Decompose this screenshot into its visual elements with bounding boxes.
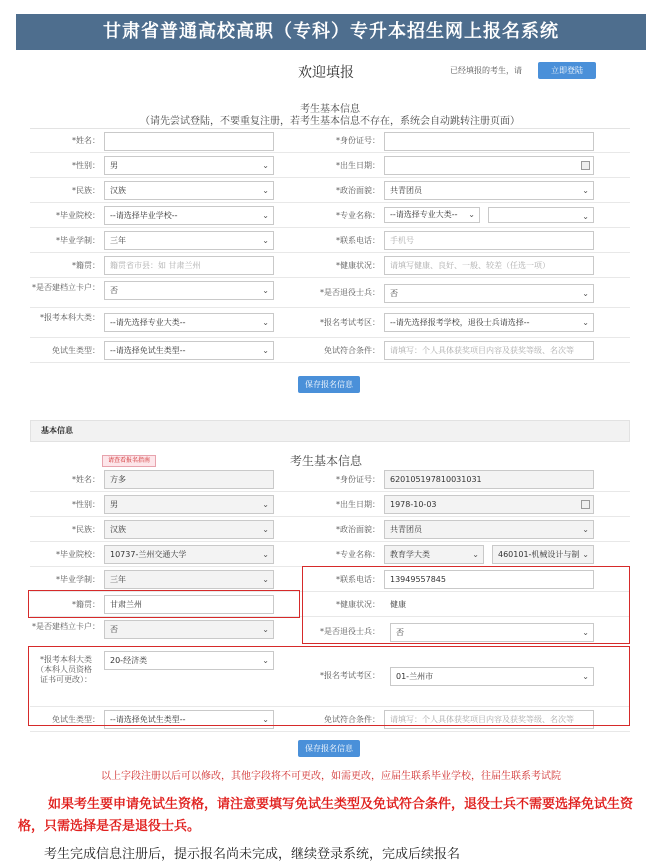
hometown-input[interactable]: 籍贯省市县：如 甘肃兰州 [104,256,274,275]
field-label: *籍贯： [72,261,100,270]
id-number-input[interactable] [384,132,594,151]
edit-rule-note: 以上字段注册以后可以修改，其他字段将不可更改，如需更改，应届生联系毕业学校，往届生联系考试院 [101,771,561,782]
major-select[interactable] [492,545,594,564]
form-instruction: （请先尝试登陆，不要重复注册，若考生基本信息不存在，系统会自动跳转注册页面） [140,116,520,127]
highlight-box-editable-right [302,566,630,644]
major-category-value: 教育学大类 [390,550,430,559]
chevron-down-icon: ⌄ [262,286,269,295]
field-label: 免试生类型： [52,715,100,724]
field-label: *出生日期： [336,500,380,509]
veteran-value: 否 [390,289,398,298]
exam-area-select[interactable] [384,313,594,332]
school-select[interactable] [104,206,274,225]
chevron-down-icon: ⌄ [582,628,589,637]
chevron-down-icon: ⌄ [582,289,589,298]
political-status-value: 共青团员 [390,186,422,195]
field-label: *报名考试考区： [320,671,380,680]
chevron-down-icon: ⌄ [262,346,269,355]
chevron-down-icon: ⌄ [582,186,589,195]
form-row [30,278,630,308]
birth-date-input[interactable] [384,495,594,514]
field-label: *健康状况： [336,600,380,609]
bachelor-category-select[interactable] [104,313,274,332]
field-label: 免试符合条件： [324,346,380,355]
exemption-type-value: --请选择免试生类型-- [110,715,186,724]
major-category-value: --请选择专业大类-- [390,210,458,219]
exemption-conditions-input[interactable]: 请填写：个人具体获奖项目内容及获奖等级、名次等 [384,341,594,360]
major-category-select[interactable] [384,207,480,223]
field-label: *是否建档立卡户： [32,283,100,292]
chevron-down-icon: ⌄ [582,525,589,534]
phone-input[interactable]: 手机号 [384,231,594,250]
exemption-conditions-input[interactable]: 请填写：个人具体获奖项目内容及获奖等级、名次等 [384,710,594,729]
field-label: *联系电话： [336,236,380,245]
form-row [30,153,630,178]
school-value: --请选择毕业学校-- [110,211,178,220]
field-label: *健康状况： [336,261,380,270]
field-label: *出生日期： [336,161,380,170]
form1-grid [30,128,630,355]
form-row [30,129,630,153]
form-row [30,542,630,567]
field-label: 免试生类型： [52,346,100,355]
save-button[interactable]: 保存报名信息 [298,740,360,757]
registration-form [30,56,630,396]
chevron-down-icon: ⌄ [262,318,269,327]
field-label: *姓名： [72,136,100,145]
field-label: *报名考试考区： [320,318,380,327]
school-years-value: 三年 [110,575,126,584]
calendar-icon[interactable] [581,500,590,509]
poverty-household-select[interactable] [104,281,274,300]
field-label: *是否退役士兵： [320,288,380,297]
field-label: *姓名： [72,475,100,484]
field-label: *性别： [72,161,100,170]
birth-date-input[interactable] [384,156,594,175]
form-row [30,228,630,253]
political-status-select[interactable] [384,520,594,539]
field-label: 免试符合条件： [324,715,380,724]
chevron-down-icon: ⌄ [468,210,475,219]
highlight-box-exam-options [28,646,630,726]
form-row [30,308,630,338]
name-input[interactable]: 方多 [104,470,274,489]
gender-select[interactable] [104,495,274,514]
form-row [30,517,630,542]
field-label: *民族： [72,525,100,534]
field-label: *专业名称： [336,211,380,220]
major-value: 460101-机械设计与制 [498,550,580,559]
login-button[interactable]: 立即登陆 [538,62,596,79]
chevron-down-icon: ⌄ [472,550,479,559]
chevron-down-icon: ⌄ [262,625,269,634]
field-label: *毕业院校： [56,550,100,559]
school-select[interactable] [104,545,274,564]
ethnicity-value: 汉族 [110,186,126,195]
chevron-down-icon: ⌄ [262,186,269,195]
exemption-warning: 如果考生要申请免试生资格，请注意要填写免试生类型及免试符合条件，退役士兵不需要选择免试生资格，只需选择是否是退役士兵。 [18,797,634,834]
form-row [30,178,630,203]
chevron-down-icon: ⌄ [262,211,269,220]
phone-input[interactable]: 13949557845 [384,570,594,589]
political-status-value: 共青团员 [390,525,422,534]
form-row [30,203,630,228]
chevron-down-icon: ⌄ [262,550,269,559]
field-label: *毕业学制： [56,236,100,245]
field-label: *毕业院校： [56,211,100,220]
chevron-down-icon: ⌄ [262,525,269,534]
form-row [30,492,630,517]
field-label: *报考本科大类（本科人员资格证书可更改）： [36,655,92,684]
field-label: *政治面貌： [336,186,380,195]
gender-value: 男 [110,500,118,509]
field-label: *政治面貌： [336,525,380,534]
ethnicity-value: 汉族 [110,525,126,534]
chevron-down-icon: ⌄ [262,500,269,509]
chevron-down-icon: ⌄ [262,161,269,170]
calendar-icon[interactable] [581,161,590,170]
gender-value: 男 [110,161,118,170]
login-prompt: 已经填报的考生，请 [450,66,522,75]
poverty-household-select[interactable] [104,620,274,639]
chevron-down-icon: ⌄ [262,575,269,584]
exam-area-value: --请先选择报考学校，退役士兵请选择-- [390,318,530,327]
chevron-down-icon: ⌄ [262,715,269,724]
tip-badge[interactable]: 请查看报名指南 [102,455,156,467]
veteran-value: 否 [396,628,404,637]
school-years-select[interactable] [104,570,274,589]
field-label: *身份证号： [336,475,380,484]
gender-select[interactable] [104,156,274,175]
completion-note: 考生完成信息注册后，提示报名尚未完成，继续登录系统，完成后续报名 [44,847,461,862]
chevron-down-icon: ⌄ [582,672,589,681]
save-button[interactable]: 保存报名信息 [298,376,360,393]
bachelor-category-value: --请先选择专业大类-- [110,318,186,327]
form-title: 欢迎填报 [298,65,354,81]
chevron-down-icon: ⌄ [582,212,589,221]
field-label: *身份证号： [336,136,380,145]
ethnicity-select[interactable] [104,181,274,200]
field-label: *是否建档立卡户： [32,622,100,631]
exam-area-value: 01-兰州市 [396,672,434,681]
form-row [30,338,630,363]
major-select[interactable] [488,207,594,223]
field-label: *性别： [72,500,100,509]
field-label: *毕业学制： [56,575,100,584]
school-value: 10737-兰州交通大学 [110,550,187,559]
exemption-type-value: --请选择免试生类型-- [110,346,186,355]
highlight-box-hometown [28,590,300,618]
chevron-down-icon: ⌄ [262,236,269,245]
section-header: 基本信息 [30,420,630,442]
health-input[interactable]: 请填写健康、良好、一般、较差（任选一项） [384,256,594,275]
id-number-input[interactable]: 620105197810031031 [384,470,594,489]
field-label: *籍贯： [72,600,100,609]
political-status-select[interactable] [384,181,594,200]
field-label: *是否退役士兵： [320,627,380,636]
page-banner: 甘肃省普通高校高职（专科）专升本招生网上报名系统 [16,14,646,50]
chevron-down-icon: ⌄ [582,550,589,559]
birth-date-value: 1978-10-03 [390,500,437,509]
form-title: 考生基本信息 [290,454,363,468]
bachelor-category-value: 20-经济类 [110,656,148,665]
poverty-household-value: 否 [110,625,118,634]
chevron-down-icon: ⌄ [262,656,269,665]
major-category-select[interactable] [384,545,484,564]
hometown-input[interactable]: 甘肃兰州 [104,595,274,614]
ethnicity-select[interactable] [104,520,274,539]
form-subtitle: 考生基本信息 [300,104,360,115]
exemption-type-select[interactable] [104,341,274,360]
name-input[interactable] [104,132,274,151]
chevron-down-icon: ⌄ [582,318,589,327]
field-label: *民族： [72,186,100,195]
field-label: *报考本科大类： [40,313,100,322]
poverty-household-value: 否 [110,286,118,295]
veteran-select[interactable] [384,284,594,303]
school-years-value: 三年 [110,236,126,245]
registration-form-filled [30,420,630,760]
form-row [30,253,630,278]
form-row [30,468,630,492]
field-label: *专业名称： [336,550,380,559]
health-input[interactable]: 健康 [384,595,594,614]
field-label: *联系电话： [336,575,380,584]
school-years-select[interactable] [104,231,274,250]
